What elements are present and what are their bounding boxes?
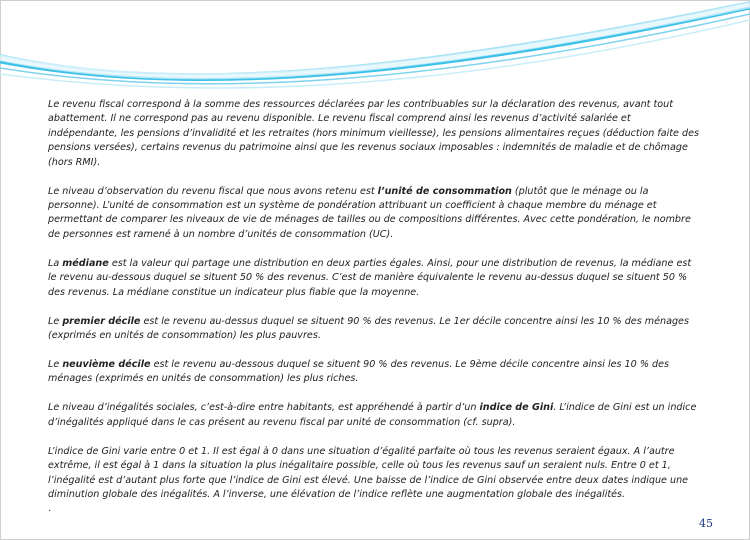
paragraph-text: revenu fiscal: [62, 99, 124, 110]
paragraph-revenu-fiscal: [48, 98, 700, 170]
paragraph-text: Le: [48, 359, 63, 371]
paragraph-inegalites: [48, 401, 700, 430]
decorative-swoosh: [0, 0, 750, 95]
paragraph-text: correspond à la somme des ressources déclarées par les contribuables sur la déclaration des revenus, avant tout abattement. Il ne correspond pas au revenu disponible. Le revenu fiscal comprend ainsi les revenus d’activité salariée et indépendante, les pensions d’invalidité et les retraites (hors minimum vieillesse), les pensions alimentaires reçues (déduction faite des pensions versées), certains revenus du patrimoine ainsi que les revenus sociaux imposables : indemnités de maladie et de chômage (hors RMI).: [48, 99, 699, 168]
paragraph-text: est le revenu au-dessous duquel se situent 90 % des revenus. Le 9ème décile concentre ainsi les 10 % des ménages (exprimés en unités de consommation) les plus riches.: [48, 359, 669, 385]
term-highlight: l’unité de consommation: [377, 185, 512, 197]
paragraph-text: Le: [48, 315, 63, 327]
footer-dot: .: [48, 503, 52, 514]
paragraph-text: . L’indice de Gini est un indice d’inégalités appliqué dans le cas présent au revenu fiscal par unité de consommation (cf. supra).: [48, 402, 697, 428]
paragraph-premier-decile: [48, 315, 700, 344]
page-number: 45: [699, 517, 713, 530]
paragraph-unite-consommation: [48, 185, 700, 243]
paragraph-text: est la valeur qui partage une distribution en deux parties égales. Ainsi, pour une distribution de revenus, la médiane est le revenu au-dessous duquel se situent 50 % des revenus. C’est de manière équivalente le revenu au-dessus duquel se situent 50 % des revenus. La médiane constitue un indicateur plus fiable que la moyenne.: [48, 257, 692, 298]
paragraph-mediane: [48, 257, 700, 300]
paragraph-text: L’indice de Gini varie entre 0 et 1. Il est égal à 0 dans une situation d’égalité parfaite où tous les revenus seraient égaux. A l’autre extrême, il est égal à 1 dans la situation la plus inégalitaire possible, celle où tous les revenus sauf un seraient nuls. Entre 0 et 1, l’inégalité est d’autant plus forte que l’indice de Gini est élevé. Une baisse de l’indice de Gini observée entre deux dates indique une diminution globale des inégalités. A l’inverse, une élévation de l’indice reflète une augmentation globale des inégalités.: [48, 445, 689, 501]
term-highlight: médiane: [62, 257, 109, 269]
paragraph-text: La: [48, 257, 63, 269]
paragraph-text: Le niveau d’observation du revenu fiscal que nous avons retenu est: [48, 185, 378, 197]
term-highlight: premier décile: [62, 315, 141, 327]
definitions-text: [48, 98, 700, 517]
paragraph-neuvieme-decile: [48, 358, 700, 387]
term-highlight: indice de Gini: [479, 402, 554, 414]
paragraph-text: (plutôt que le ménage ou la personne). L’unité de consommation est un système de pondération attribuant un coefficient à chaque membre du ménage et permettant de comparer les niveaux de vie de ménages de tailles ou de compositions différentes. Avec cette pondération, le nombre de personnes est ramené à un nombre d’unités de consommation (UC).: [48, 185, 691, 240]
paragraph-text: Le niveau d’inégalités sociales, c’est-à-dire entre habitants, est appréhendé à partir d’un: [48, 402, 480, 414]
paragraph-text: est le revenu au-dessus duquel se situent 90 % des revenus. Le 1er décile concentre ainsi les 10 % des ménages (exprimés en unités de consommation) les plus pauvres.: [48, 315, 689, 342]
paragraph-gini: [48, 445, 700, 503]
term-highlight: neuvième décile: [62, 359, 151, 371]
paragraph-text: Le: [48, 99, 63, 110]
